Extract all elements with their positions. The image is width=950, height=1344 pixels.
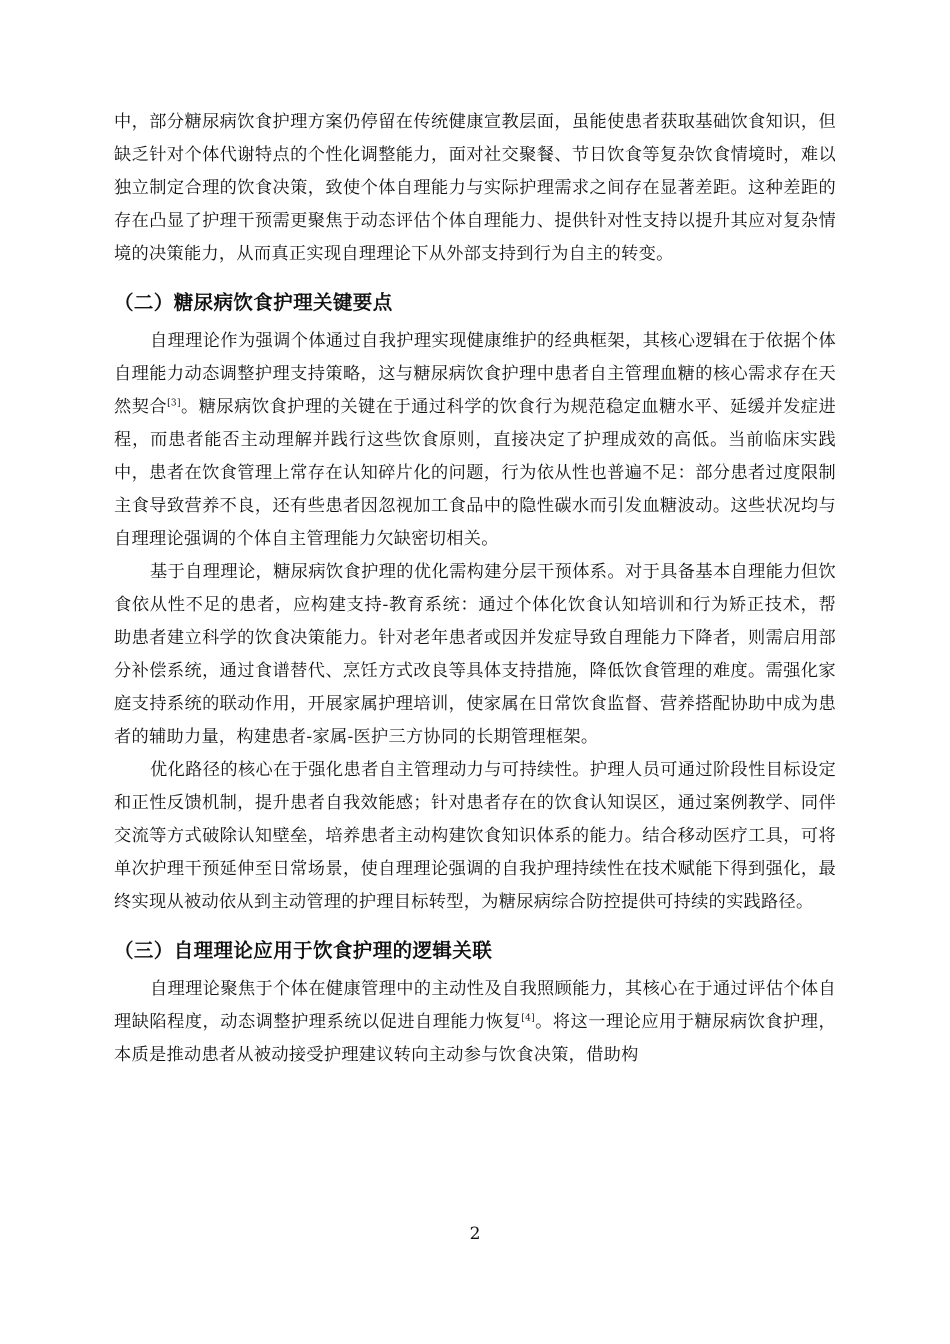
paragraph-layered-intervention: 基于自理理论，糖尿病饮食护理的优化需构建分层干预体系。对于具备基本自理能力但饮食依从性不足的患者，应构建支持-教育系统：通过个体化饮食认知培训和行为矫正技术，帮助患者建立科学的饮食决策能力。针对老年患者或因并发症导致自理能力下降者，则需启用部分补偿系统，通过食谱替代、烹饪方式改良等具体支持措施，降低饮食管理的难度。需强化家庭支持系统的联动作用，开展家属护理培训，使家属在日常饮食监督、营养搭配协助中成为患者的辅助力量，构建患者-家属-医护三方协同的长期管理框架。 bbox=[114, 562, 836, 747]
section-heading-2: （二）糖尿病饮食护理关键要点 bbox=[114, 291, 393, 314]
paragraph-text: 自理理论聚焦于个体在健康管理中的主动性及自我照顾能力，其核心在于通过评估个体自理缺陷程度，动态调整护理系统以促进自理能力恢复 bbox=[114, 979, 836, 1032]
paragraph-text: 。糖尿病饮食护理的关键在于通过科学的饮食行为规范稳定血糖水平、延缓并发症进程，而患者能否主动理解并践行这些饮食原则，直接决定了护理成效的高低。当前临床实践中，患者在饮食管理上常存在认知碎片化的问题，行为依从性也普遍不足：部分患者过度限制主食导致营养不良，还有些患者因忽视加工食品中的隐性碳水而引发血糖波动。这些状况均与自理理论强调的个体自主管理能力欠缺密切相关。 bbox=[114, 397, 836, 549]
paragraph-text: 自理理论作为强调个体通过自我护理实现健康维护的经典框架，其核心逻辑在于依据个体自理能力动态调整护理支持策略，这与糖尿病饮食护理中患者自主管理血糖的核心需求存在天然契合 bbox=[114, 331, 836, 417]
paragraph-logic-relation bbox=[114, 973, 836, 1072]
paragraph-text: 。将这一理论应用于糖尿病饮食护理，本质是推动患者从被动接受护理建议转向主动参与饮食决策，借助构 bbox=[114, 1012, 836, 1065]
citation-ref-4[interactable]: [4] bbox=[521, 1013, 535, 1024]
section-heading-3: （三）自理理论应用于饮食护理的逻辑关联 bbox=[114, 939, 493, 962]
document-body bbox=[114, 106, 836, 1072]
paragraph-continued: 中，部分糖尿病饮食护理方案仍停留在传统健康宣教层面，虽能使患者获取基础饮食知识，但缺乏针对个体代谢特点的个性化调整能力，面对社交聚餐、节日饮食等复杂饮食情境时，难以独立制定合理的饮食决策，致使个体自理能力与实际护理需求之间存在显著差距。这种差距的存在凸显了护理干预需更聚焦于动态评估个体自理能力、提供针对性支持以提升其应对复杂情境的决策能力，从而真正实现自理理论下从外部支持到行为自主的转变。 bbox=[114, 112, 836, 264]
paragraph-self-care-theory bbox=[114, 325, 836, 556]
page-number: 2 bbox=[469, 1224, 481, 1244]
paragraph-optimization-path: 优化路径的核心在于强化患者自主管理动力与可持续性。护理人员可通过阶段性目标设定和正性反馈机制，提升患者自我效能感；针对患者存在的饮食认知误区，通过案例教学、同伴交流等方式破除认知壁垒，培养患者主动构建饮食知识体系的能力。结合移动医疗工具，可将单次护理干预延伸至日常场景，使自理理论强调的自我护理持续性在技术赋能下得到强化，最终实现从被动依从到主动管理的护理目标转型，为糖尿病综合防控提供可持续的实践路径。 bbox=[114, 760, 836, 912]
citation-ref-3[interactable]: [3] bbox=[167, 398, 181, 409]
